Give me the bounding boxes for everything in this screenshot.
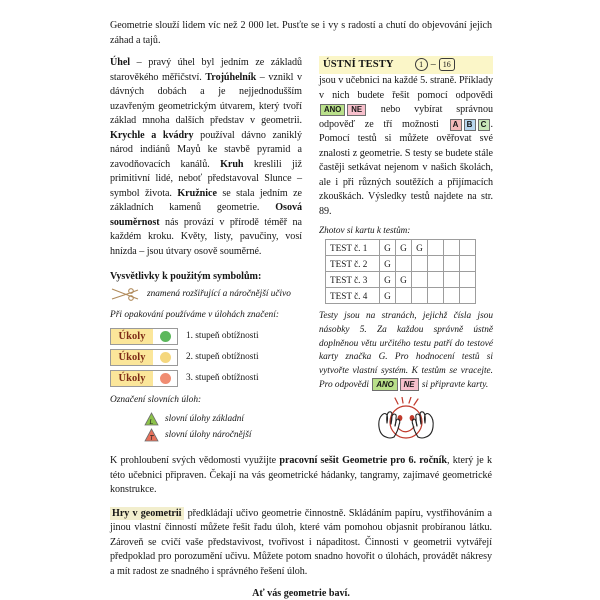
definition-term: Trojúhelník	[205, 71, 257, 83]
badge-ano: ANO	[320, 104, 345, 117]
test-mark-cell: G	[380, 272, 396, 288]
definition-term: Osová souměrnost	[110, 202, 302, 228]
definition-term: Úhel	[110, 57, 131, 69]
table-row	[326, 256, 476, 272]
ukoly-badge	[110, 370, 178, 387]
definition-text: používal dávno zaniklý národ indiánů Mayů ke stavbě pyramid a zavodňovacích kanálů.	[110, 129, 303, 170]
ustni-testy-header	[319, 56, 493, 74]
definition-list	[110, 56, 302, 259]
table-caption: Zhotov si kartu k testům:	[319, 225, 411, 236]
test-card-table	[325, 239, 476, 304]
ukoly-badge	[110, 349, 178, 366]
test-range	[415, 58, 455, 71]
definition-text: nás provází v přírodě téměř na každém kroku. Květy, listy, pavučiny, vosí hnízda – jsou útvary osově souměrné.	[110, 216, 302, 257]
test-mark-cell	[460, 256, 476, 272]
test-mark-cell: G	[396, 272, 412, 288]
intro-paragraph: Geometrie slouží lidem víc než 2 000 let. Pusťte se i vy s radostí a chutí do objevování jejich záhad a tajů.	[110, 20, 492, 47]
difficulty-dot	[160, 331, 171, 342]
badge-ne: NE	[347, 104, 366, 117]
test-mark-cell	[412, 256, 428, 272]
ukoly-label: Úkoly	[111, 350, 153, 365]
test-name-cell: TEST č. 2	[326, 256, 380, 272]
difficulty-dot	[160, 373, 171, 384]
table-row	[326, 240, 476, 256]
closing-line: Ať vás geometrie baví.	[252, 588, 350, 600]
workbook-paragraph: K prohloubení svých vědomosti využijte pracovní sešit Geometrie pro 6. ročník, který je k této učebnici připraven. Čekají na vás geometrické hádanky, tangramy, zajímavé geometrické konstrukce.	[110, 455, 493, 496]
definition-text: kreslili již primitivní lidé, neboť představoval Slunce – symbol života.	[110, 158, 302, 199]
definition-term: Kruh	[220, 158, 244, 170]
test-mark-cell: G	[380, 256, 396, 272]
test-mark-cell	[444, 288, 460, 304]
test-mark-cell	[428, 240, 444, 256]
games-highlight: Hry v geometrii	[110, 507, 184, 520]
definition-term: Krychle a kvádry	[110, 129, 194, 141]
scissors-legend-row	[110, 287, 302, 302]
badge-c: C	[478, 119, 490, 131]
test-mark-cell	[396, 288, 412, 304]
test-name-cell: TEST č. 1	[326, 240, 380, 256]
test-mark-cell	[460, 288, 476, 304]
badge-b: B	[464, 119, 476, 131]
ukoly-badge	[110, 328, 178, 345]
difficulty-dot-wrap	[153, 331, 177, 342]
ukoly-label: Úkoly	[111, 371, 153, 386]
wordproblem-legend-list	[110, 412, 302, 442]
wordproblem-legend-row	[144, 412, 302, 426]
test-range-to: 16	[439, 58, 455, 71]
wordproblem-legend-row	[144, 428, 302, 442]
legend-title: Vysvětlivky k použitým symbolům:	[110, 271, 262, 283]
difficulty-label: 3. stupeň obtížnosti	[186, 373, 259, 384]
difficulty-label: 2. stupeň obtížnosti	[186, 352, 259, 363]
test-mark-cell	[396, 256, 412, 272]
definition-text: – vznikl v dávných dobách a je nejjednodušším uzavřeným geometrickým útvarem, který tvoří základ mnoha dalších představ v geometrii.	[110, 71, 302, 127]
table-row	[326, 272, 476, 288]
test-mark-cell	[444, 256, 460, 272]
ustni-testy-title: ÚSTNÍ TESTY	[323, 59, 394, 71]
test-name-cell: TEST č. 3	[326, 272, 380, 288]
test-mark-cell	[412, 272, 428, 288]
difficulty-dot-wrap	[153, 373, 177, 384]
difficulty-dot-wrap	[153, 352, 177, 363]
definition-text: se stala jedním ze základních kamenů geometrie.	[110, 187, 302, 214]
difficulty-label: 1. stupeň obtížnosti	[186, 331, 259, 342]
left-column	[110, 56, 302, 444]
test-mark-cell: G	[412, 240, 428, 256]
right-column	[319, 56, 493, 442]
test-mark-cell	[428, 288, 444, 304]
svg-text:T: T	[149, 435, 154, 443]
test-mark-cell: G	[380, 288, 396, 304]
repeat-note: Při opakování používáme v úlohách značení:	[110, 310, 279, 321]
ukoly-legend-row	[110, 349, 302, 366]
games-paragraph: Hry v geometrii předkládají učivo geometrie činnostně. Skládáním papíru, vystřihováním a jinou vlastní činností můžete řešit řadu úloh, které vám pomohou objasnit probíranou látku. Zároveň se cvičí vaše představivost, tvořivost i nápaditost. Činnosti v geometrii vytvářejí předpoklad pro porozumění učivu. Můžete potom snadno hovořit o úlohách, provádět nákresy a mít radost ze snadného i správného řešení úloh.	[110, 507, 493, 577]
badge-ne: NE	[400, 378, 419, 391]
test-mark-cell	[412, 288, 428, 304]
test-mark-cell	[460, 240, 476, 256]
triangle-l-icon	[144, 412, 159, 426]
difficulty-dot	[160, 352, 171, 363]
test-mark-cell: G	[380, 240, 396, 256]
badge-a: A	[450, 119, 462, 131]
tests-tail-note: Testy jsou na stranách, jejichž čísla jsou násobky 5. Za každou správně ústně doplněnou větu určitého testu patří do testové karty značka G. Pro hodnocení testů si vytvořte vlastní systém. K testům se vracejte. Pro odpovědi ANO NE si připravte karty.	[319, 311, 493, 390]
wordproblem-label: slovní úlohy základní	[165, 414, 245, 425]
wordprob-title: Označení slovních úloh:	[110, 394, 202, 405]
workbook-title: pracovní sešit Geometrie pro 6. ročník	[279, 455, 447, 467]
test-range-from: 1	[415, 58, 428, 71]
scissors-icon	[110, 287, 140, 302]
definition-term: Kružnice	[177, 187, 217, 199]
ukoly-legend-row	[110, 328, 302, 345]
test-mark-cell	[428, 272, 444, 288]
test-range-dash: –	[430, 59, 436, 71]
test-name-cell: TEST č. 4	[326, 288, 380, 304]
tests-description: jsou v učebnici na každé 5. straně. Příklady v nich budete řešit pomocí odpovědi ANO NE nebo vybírat správnou odpověď ze tří možnosti A B C . Pomocí testů si můžete ověřovat své znalosti z geometrie. S testy se budete stále častěji setkávat nejenom v našich školách, ale i při různých soutěžích a přijímacích zkouškách. Výsledky testů najdete na str. 89.	[319, 75, 493, 217]
test-mark-cell	[444, 272, 460, 288]
table-row	[326, 288, 476, 304]
test-mark-cell	[428, 256, 444, 272]
ukoly-legend-row	[110, 370, 302, 387]
badge-ano: ANO	[372, 378, 397, 391]
test-mark-cell	[460, 272, 476, 288]
definition-text: – pravý úhel byl jedním ze základů starověkého měřičství.	[110, 57, 302, 83]
ukoly-legend-list	[110, 328, 302, 387]
ukoly-label: Úkoly	[111, 329, 153, 344]
test-mark-cell	[444, 240, 460, 256]
two-column-area	[110, 56, 492, 444]
triangle-t-icon	[144, 428, 159, 442]
wordproblem-label: slovní úlohy náročnější	[165, 430, 252, 441]
bottom-section	[110, 454, 492, 599]
test-mark-cell: G	[396, 240, 412, 256]
svg-text:L: L	[149, 419, 154, 427]
scissors-legend-label: znamená rozšiřující a náročnější učivo	[147, 289, 291, 300]
face-illustration-wrap	[319, 397, 493, 443]
smiling-face-with-hands-icon	[364, 397, 448, 443]
